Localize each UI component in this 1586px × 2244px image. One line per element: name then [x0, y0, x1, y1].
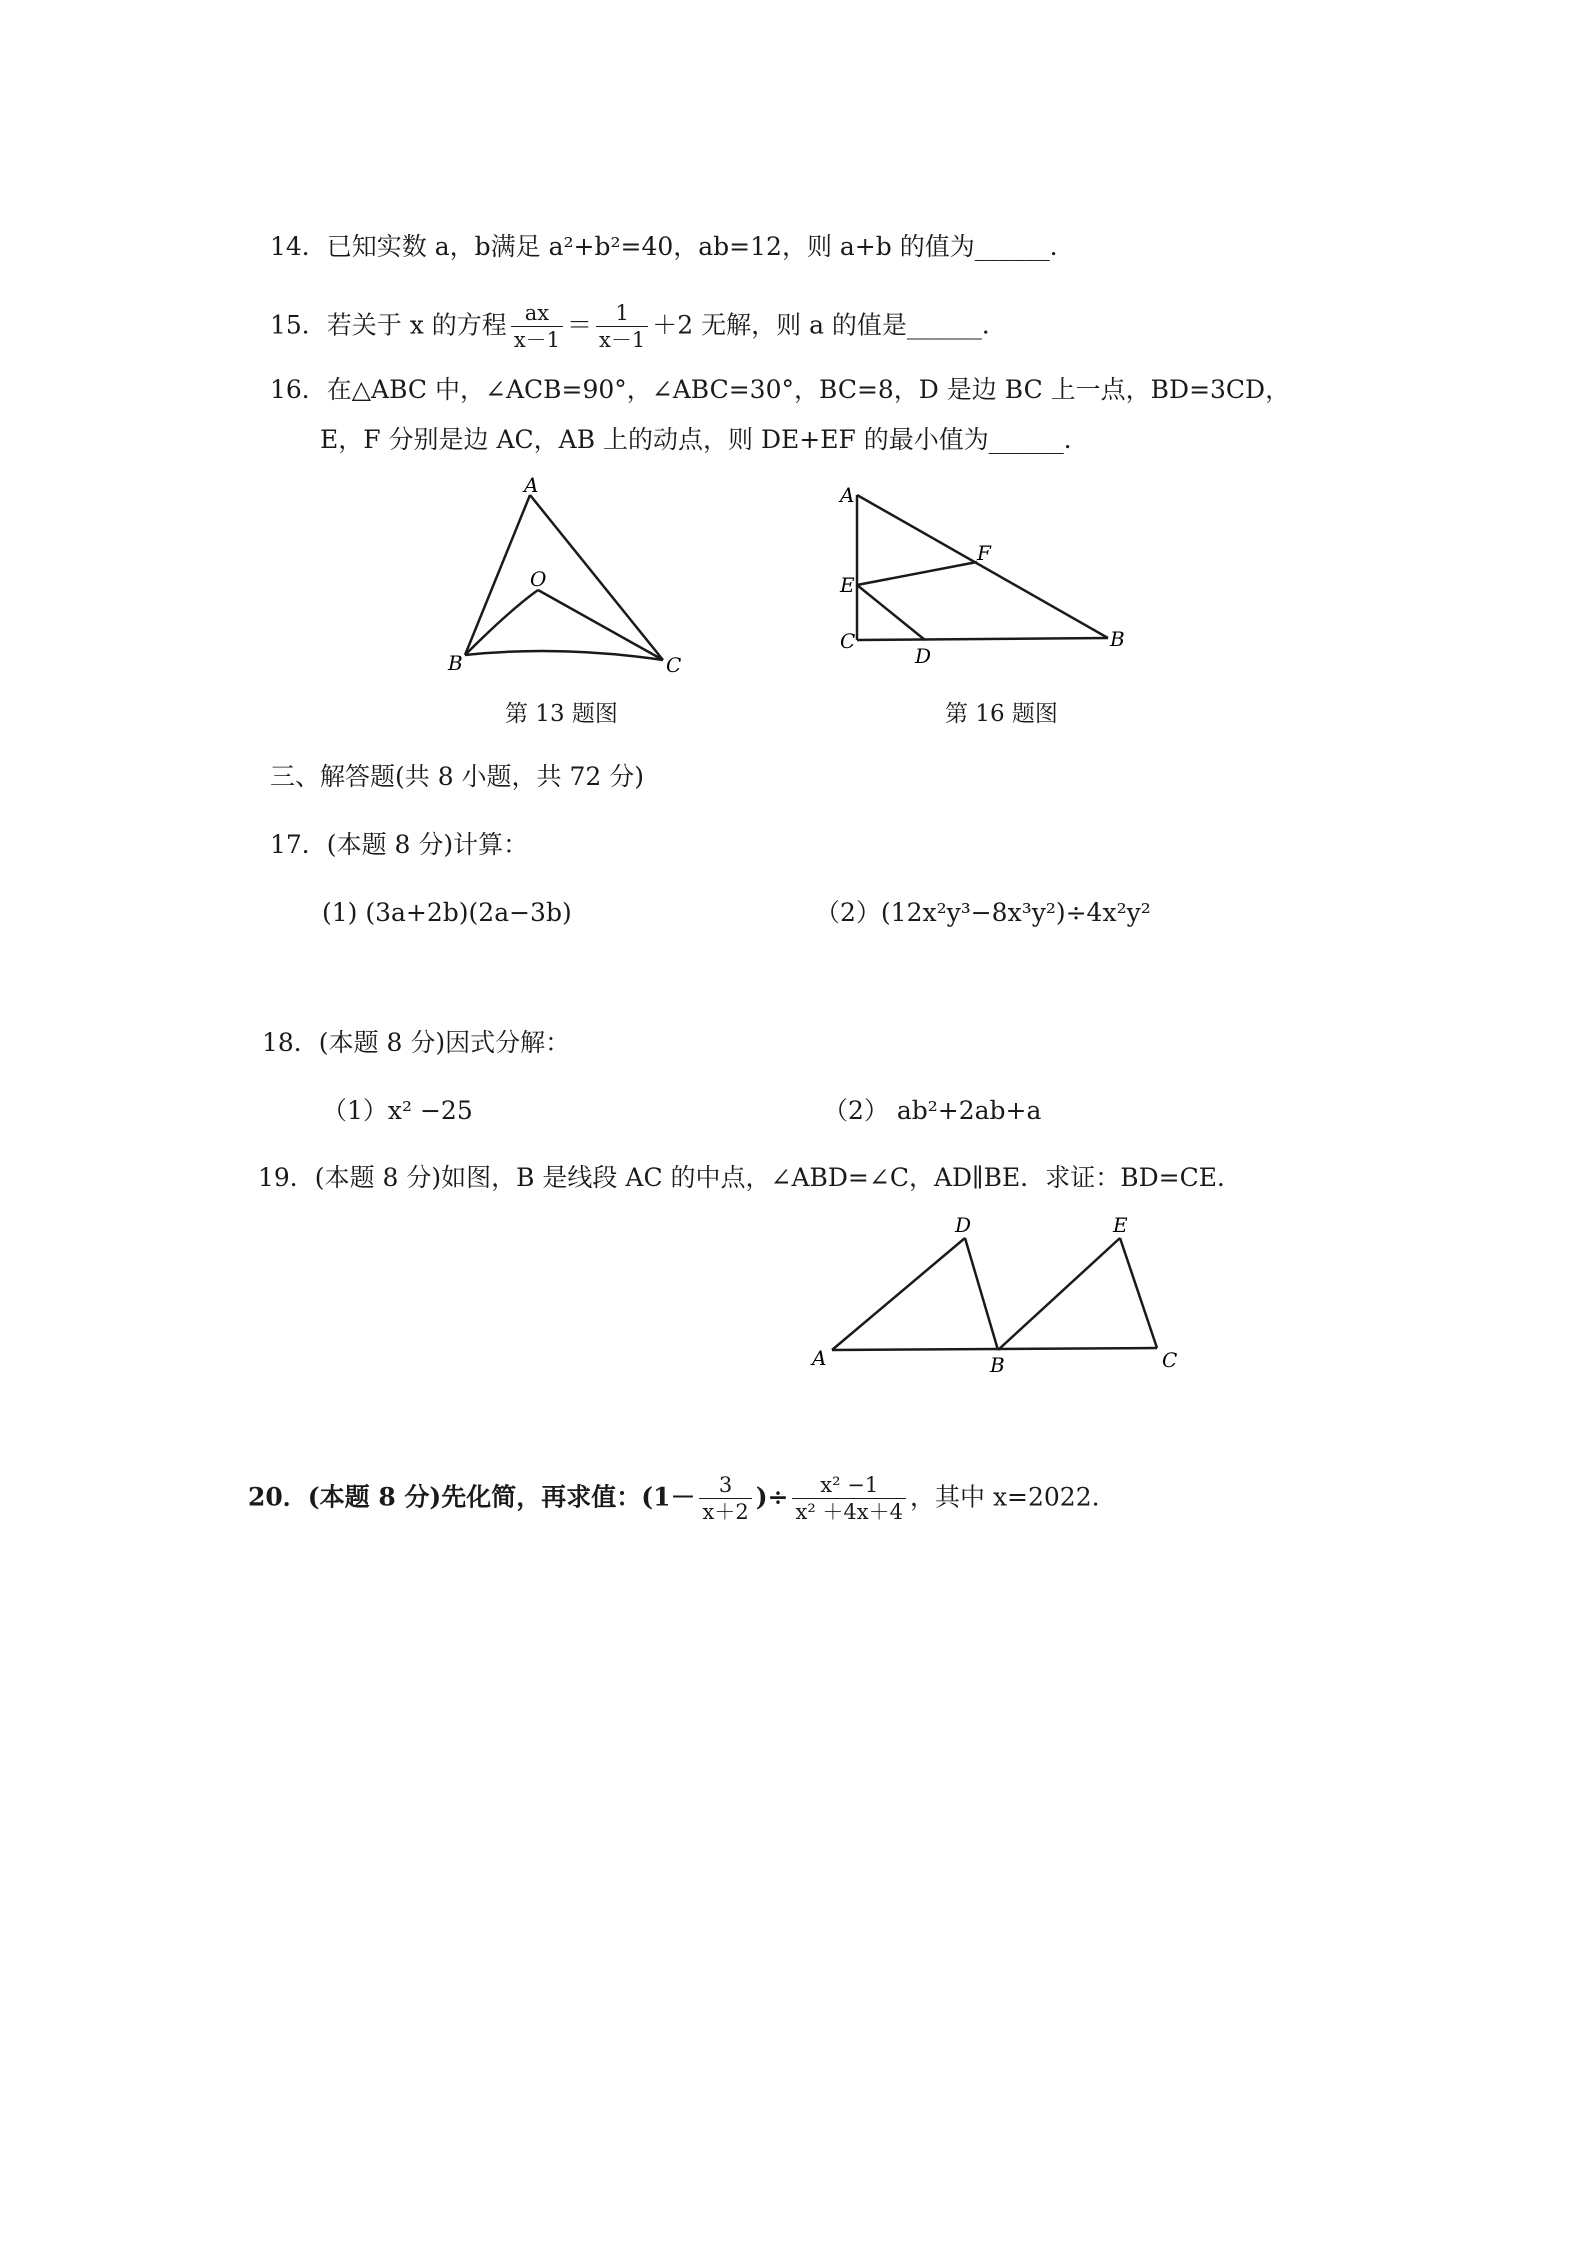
question-14: 14．已知实数 a，b满足 a²+b²=40，ab=12，则 a+b 的值为______．: [270, 232, 1075, 261]
figure-19: [800, 1210, 1200, 1385]
fig16-segment-ed: [857, 585, 925, 640]
fig16-label-b: B: [1110, 627, 1125, 651]
fig19-segment-ad: [832, 1238, 965, 1350]
question-18-part-2: （2） ab²+2ab+a: [823, 1096, 1042, 1125]
figure-16: [830, 480, 1130, 670]
fig19-segment-ac: [832, 1348, 1157, 1350]
fig19-label-b: B: [990, 1353, 1005, 1377]
fig19-label-d: D: [955, 1213, 972, 1237]
fig13-label-b: B: [448, 651, 463, 675]
question-15: [270, 300, 1007, 354]
section-3-heading: 三、解答题(共 8 小题，共 72 分): [270, 762, 645, 791]
fraction-denominator: x－1: [513, 328, 561, 353]
fig16-label-e: E: [840, 573, 855, 597]
question-20-suffix: ，其中 x=2022.: [910, 1482, 1100, 1512]
fig16-segment-cb: [857, 638, 1108, 640]
question-15-fraction-right: [596, 300, 648, 354]
question-19: 19．(本题 8 分)如图，B 是线段 AC 的中点，∠ABD=∠C，AD∥BE．求证：BD=CE．: [258, 1163, 1242, 1192]
question-18: 18．(本题 8 分)因式分解：: [262, 1028, 571, 1057]
figure-13: [430, 470, 690, 690]
question-17-part-1: (1) (3a+2b)(2a−3b): [322, 898, 572, 927]
question-17: 17．(本题 8 分)计算：: [270, 830, 529, 859]
question-20-divide: )÷: [755, 1482, 789, 1512]
question-18-part-1: （1）x² −25: [322, 1096, 473, 1125]
fraction-denominator: x＋2: [702, 1500, 749, 1525]
question-20-fraction-left: [699, 1472, 751, 1526]
fig13-label-c: C: [666, 653, 682, 677]
fraction-numerator: ax: [511, 300, 563, 327]
fig19-label-a: A: [812, 1346, 827, 1370]
fraction-numerator: 1: [596, 300, 648, 327]
question-17-part-2: （2）(12x²y³−8x³y²)÷4x²y²: [815, 898, 1151, 927]
fraction-denominator: x－1: [599, 328, 646, 353]
figure-13-caption: 第 13 题图: [505, 701, 618, 727]
fig13-label-a: A: [524, 473, 539, 497]
fraction-numerator: 3: [699, 1472, 751, 1499]
question-15-prefix: 15．若关于 x 的方程: [270, 310, 507, 340]
question-20-fraction-right: [792, 1472, 906, 1526]
fig16-label-d: D: [915, 644, 932, 668]
fig13-segment-oc: [538, 590, 663, 660]
fig13-segment-ac: [530, 495, 663, 660]
figure-16-caption: 第 16 题图: [945, 701, 1058, 727]
question-15-suffix: ＋2 无解，则 a 的值是______．: [652, 310, 1007, 340]
fig16-label-c: C: [840, 629, 856, 653]
fig19-label-e: E: [1113, 1213, 1128, 1237]
fig13-label-o: O: [530, 567, 547, 591]
fig19-segment-be: [998, 1238, 1120, 1350]
fig16-label-a: A: [840, 483, 855, 507]
fig19-segment-ec: [1120, 1238, 1157, 1348]
fig19-segment-db: [965, 1238, 998, 1350]
fig19-label-c: C: [1162, 1348, 1178, 1372]
fig13-segment-ab: [465, 495, 530, 655]
question-20: [248, 1472, 1100, 1526]
question-20-prefix: 20．(本题 8 分)先化简，再求值：(1－: [248, 1482, 696, 1512]
fraction-denominator: x² ＋4x＋4: [795, 1500, 903, 1525]
fig16-label-f: F: [977, 541, 991, 565]
question-15-equals: ＝: [567, 310, 593, 340]
fig16-segment-ef: [857, 562, 977, 585]
fig13-segment-bo: [465, 590, 538, 655]
question-16-line-1: 16．在△ABC 中，∠ACB=90°，∠ABC=30°，BC=8，D 是边 BC 上一点，BD=3CD，: [270, 375, 1291, 404]
question-15-fraction-left: [511, 300, 563, 354]
fraction-numerator: x² −1: [792, 1472, 906, 1499]
question-16-line-2: E，F 分别是边 AC，AB 上的动点，则 DE+EF 的最小值为______．: [320, 425, 1089, 454]
fig13-segment-bc: [465, 651, 663, 660]
